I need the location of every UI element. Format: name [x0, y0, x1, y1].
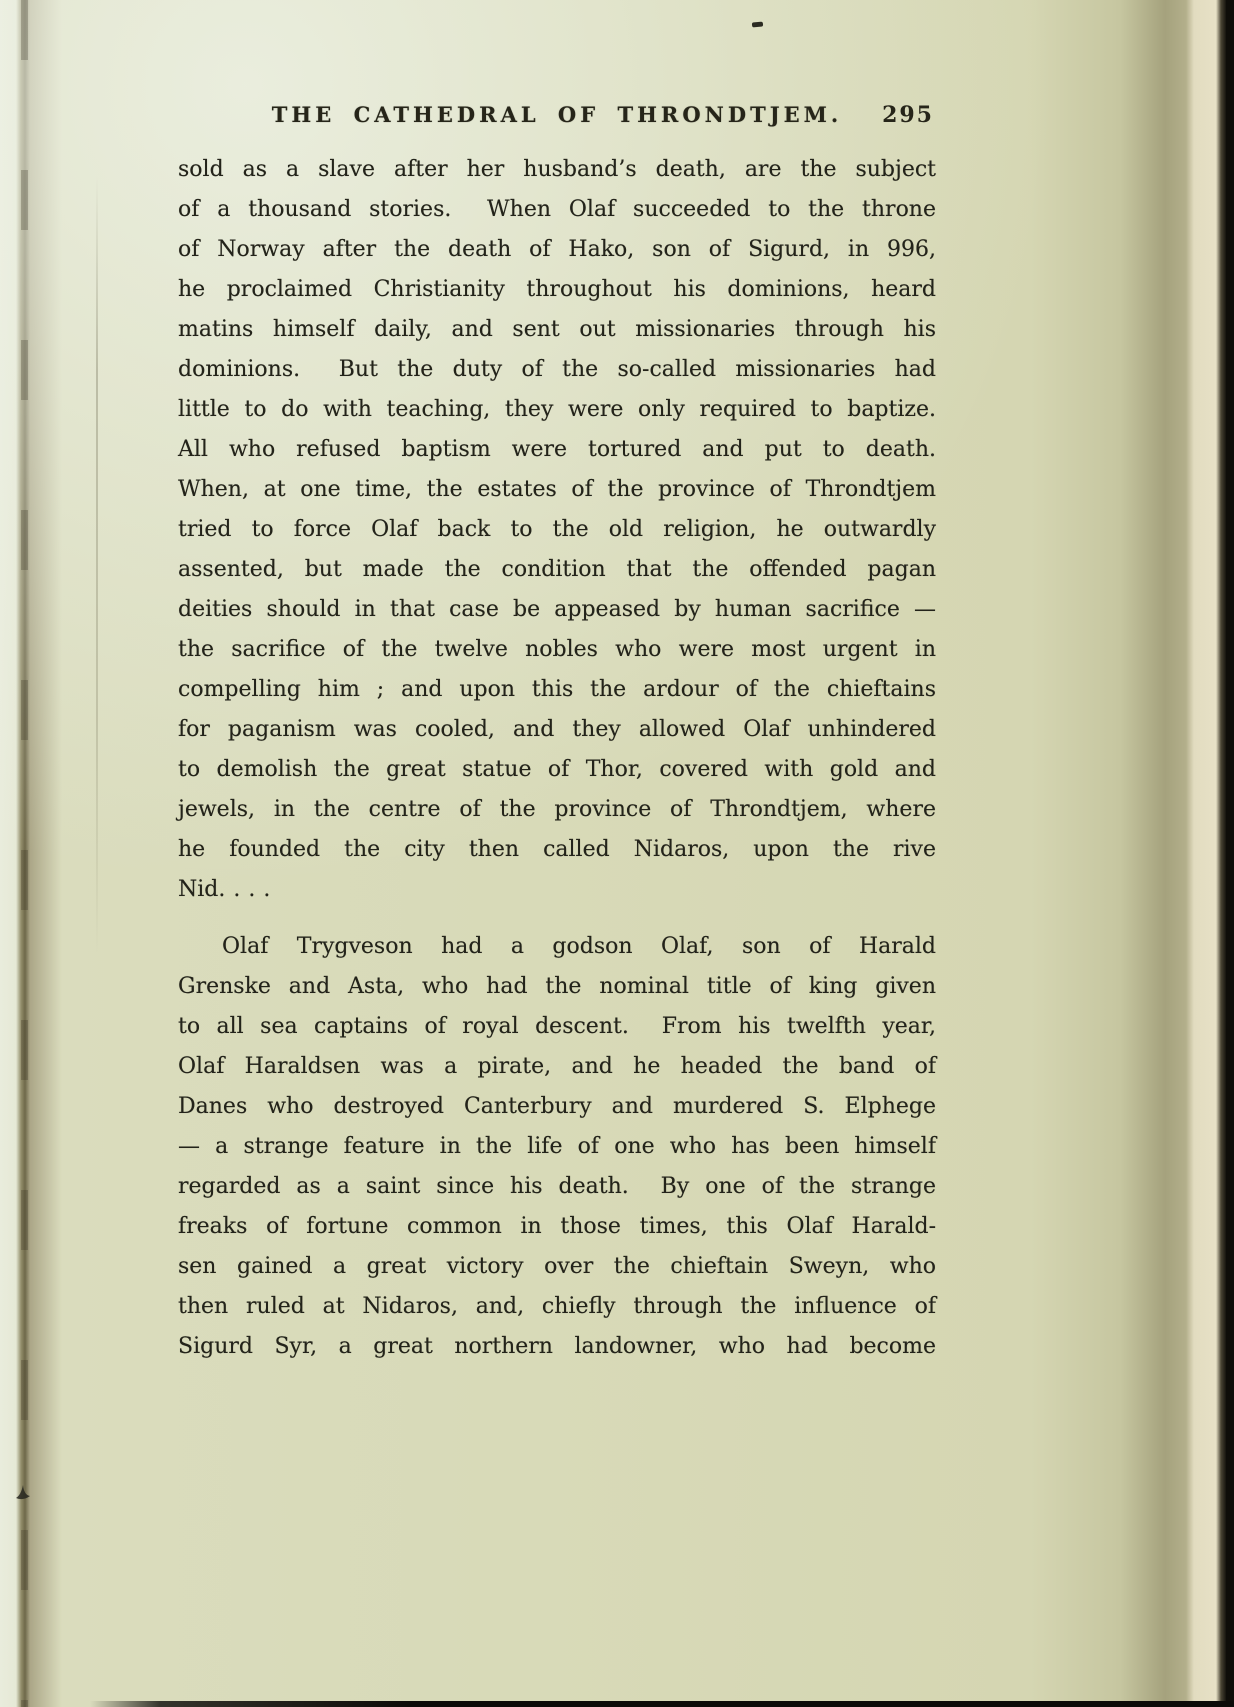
text-line: he proclaimed Christianity throughout his dominions, heard [178, 277, 936, 302]
text-line: Olaf Trygveson had a godson Olaf, son of Harald [222, 934, 936, 959]
text-line: to demolish the great statue of Thor, covered with gold and [178, 757, 936, 782]
running-title: THE CATHEDRAL OF THRONDTJEM. [271, 102, 843, 127]
text-line: Olaf Haraldsen was a pirate, and he headed the band of [178, 1054, 936, 1079]
page-number: 295 [882, 102, 934, 128]
text-line: he founded the city then called Nidaros, upon the rive [178, 837, 936, 862]
binding-stitch-marks [21, 0, 28, 1707]
text-line: When, at one time, the estates of the province of Throndtjem [178, 477, 936, 502]
text-line: to all sea captains of royal descent. From his twelfth year, [178, 1014, 936, 1039]
text-line: matins himself daily, and sent out missionaries through his [178, 317, 936, 342]
text-line: for paganism was cooled, and they allowed Olaf unhindered [178, 717, 936, 742]
text-line: Danes who destroyed Canterbury and murdered S. Elphege [178, 1094, 936, 1119]
text-line: dominions. But the duty of the so-called missionaries had [178, 357, 936, 382]
text-line: then ruled at Nidaros, and, chiefly through the influence of [178, 1294, 936, 1319]
text-line: freaks of fortune common in those times, this Olaf Harald- [178, 1214, 936, 1239]
text-line: sen gained a great victory over the chieftain Sweyn, who [178, 1254, 936, 1279]
text-line: — a strange feature in the life of one who has been himself [178, 1134, 936, 1159]
text-line: Nid. . . . [178, 877, 271, 902]
body-text [178, 150, 936, 1367]
text-line: Sigurd Syr, a great northern landowner, who had become [178, 1334, 936, 1359]
text-line: little to do with teaching, they were only required to baptize. [178, 397, 936, 422]
text-line: compelling him ; and upon this the ardour of the chieftains [178, 677, 936, 702]
text-line: Grenske and Asta, who had the nominal title of king given [178, 974, 936, 999]
paragraph-1 [178, 150, 936, 910]
text-line: the sacrifice of the twelve nobles who were most urgent in [178, 637, 936, 662]
text-line: assented, but made the condition that the offended pagan [178, 557, 936, 582]
stray-ink-mark [12, 1478, 34, 1504]
text-line: All who refused baptism were tortured and put to death. [178, 437, 936, 462]
text-line: of a thousand stories. When Olaf succeeded to the throne [178, 197, 936, 222]
page-header [178, 102, 936, 138]
book-bottom-edge [90, 1701, 1234, 1707]
text-line: jewels, in the centre of the province of Throndtjem, where [178, 797, 936, 822]
text-line: tried to force Olaf back to the old religion, he outwardly [178, 517, 936, 542]
paragraph-2 [178, 927, 936, 1367]
stray-ink-dash [752, 22, 763, 28]
text-line: regarded as a saint since his death. By one of the strange [178, 1174, 936, 1199]
text-line: deities should in that case be appeased by human sacrifice — [178, 597, 936, 622]
text-line: of Norway after the death of Hako, son of Sigurd, in 996, [178, 237, 936, 262]
text-line: sold as a slave after her husband’s death, are the subject [178, 157, 936, 182]
page-crease [96, 175, 98, 955]
